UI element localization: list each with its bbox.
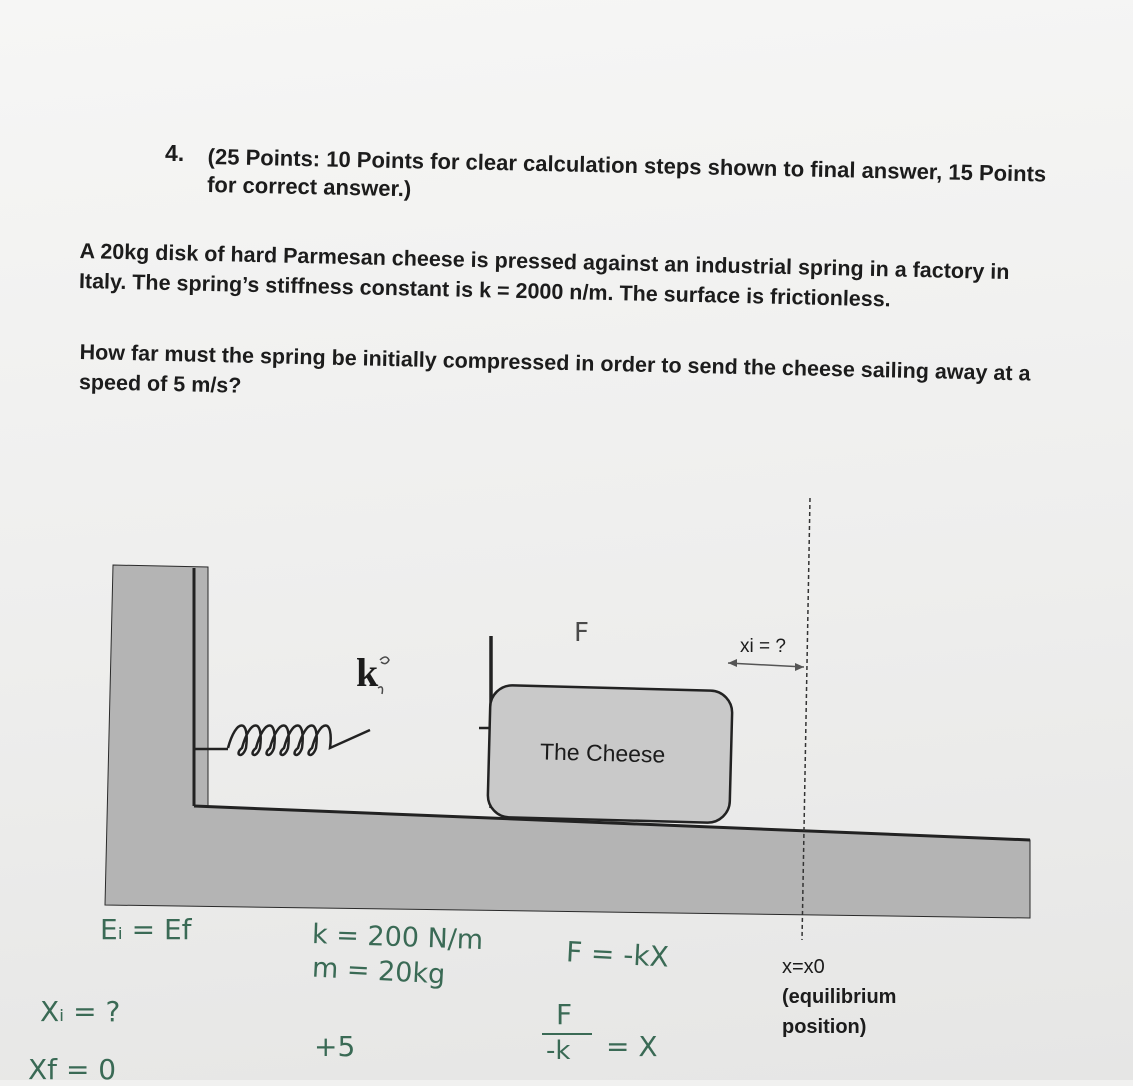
cheese-label: The Cheese: [539, 738, 666, 768]
equilibrium-note-line-2: position): [782, 1016, 867, 1038]
equilibrium-label: x=x0: [782, 956, 825, 978]
ratio-bar: [542, 1033, 592, 1035]
equilibrium-note-line-1: (equilibrium: [782, 986, 897, 1008]
spring-index-mark: [378, 657, 389, 694]
xi-label: xi = ?: [740, 636, 786, 657]
question-body: A 20kg disk of hard Parmesan cheese is pressed against an industrial spring in a factory in Italy. The spring’s stiffness constant is k = 2000 n/m. The surface is frictionless.: [78, 238, 1010, 312]
question-number: 4.: [165, 140, 185, 166]
plus-five: +5: [314, 1030, 356, 1063]
question-points: (25 Points: 10 Points for clear calculation steps shown to final answer, 15 Points for correct answer.): [206, 143, 1047, 202]
xi-arrow-right-head: [795, 663, 804, 671]
m-value: m = 20kg: [311, 952, 446, 991]
hooke-law: F = -kX: [565, 935, 670, 974]
xi-unknown: Xᵢ = ?: [40, 995, 121, 1028]
xf-value: Xf = 0: [28, 1053, 117, 1086]
xi-arrow-left-head: [728, 659, 737, 667]
equilibrium-note: [782, 952, 942, 1042]
ratio-denominator: -k: [546, 1036, 571, 1066]
question-ask: How far must the spring be initially compressed in order to send the cheese sailing away at a speed of 5 m/s?: [78, 339, 1031, 398]
spring-coil: [228, 726, 370, 755]
ratio-result: = X: [606, 1030, 658, 1063]
spring-constant-label: k: [356, 650, 379, 695]
ratio-numerator: F: [556, 998, 573, 1031]
k-value: k = 200 N/m: [311, 919, 484, 956]
force-annotation: F: [574, 618, 589, 648]
xi-arrow: [728, 663, 804, 667]
energy-equation: Eᵢ = Ef: [100, 913, 192, 946]
